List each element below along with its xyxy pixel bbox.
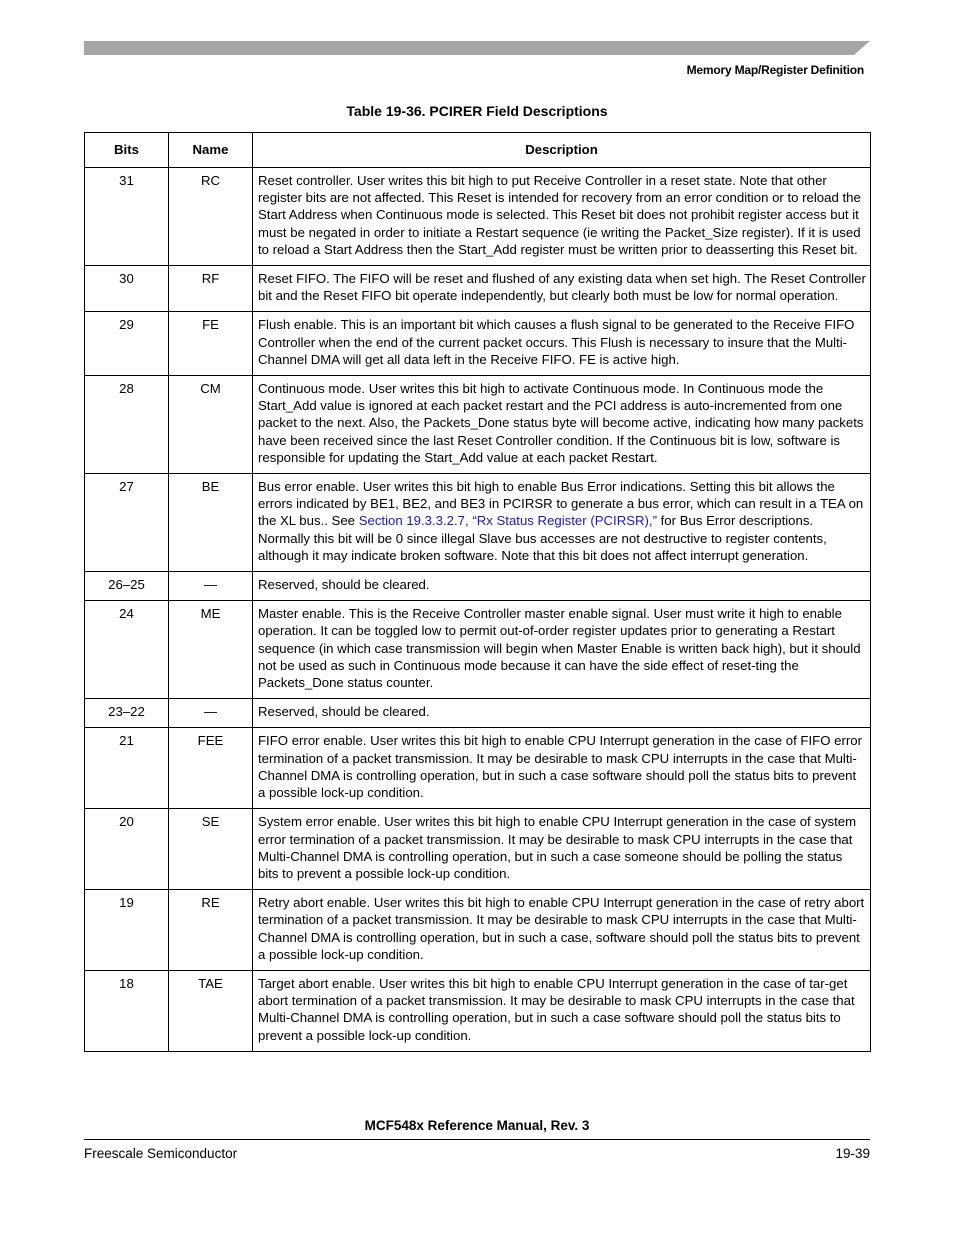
name-cell: — [169,699,253,728]
description-cell: Reserved, should be cleared. [253,572,871,601]
bits-cell: 28 [85,376,169,474]
header-decorative-bar [84,41,870,55]
bits-cell: 23–22 [85,699,169,728]
table-row [85,890,871,971]
description-cell: Reset controller. User writes this bit high to put Receive Controller in a reset state. Note that other register bits are not affected. This Reset is intended for recovery from an error condition or to reload the Start Address when Continuous mode is selected. This Reset bit does not prohibit register access but it must be negated in order to initiate a Restart sequence (ie writing the Packet_Size register). If it is used to reload a Start Address then the Start_Add register must be written prior to deasserting this Reset bit. [253,168,871,266]
name-cell: RC [169,168,253,266]
bits-cell: 27 [85,474,169,572]
name-cell: FE [169,312,253,376]
description-text: Bus error enable. User writes this bit high to enable Bus Error indications. Setting this bit allows the errors indicated by BE1, BE2, and BE3 in PCIRSR to generate a bus error, which can result in a TEA on the XL bus.. See [258,479,864,529]
field-descriptions-table [84,132,871,1052]
table-row [85,970,871,1051]
name-cell: TAE [169,970,253,1051]
description-cell [253,474,871,572]
bits-cell: 26–25 [85,572,169,601]
description-cell: Reset FIFO. The FIFO will be reset and flushed of any existing data when set high. The Reset Controller bit and the Reset FIFO bit operate independently, but clearly both must be low for normal operation. [253,266,871,312]
description-cell: FIFO error enable. User writes this bit high to enable CPU Interrupt generation in the case of FIFO error termination of a packet transmission. It may be desirable to mask CPU interrupts in the case that Multi-Channel DMA is controlling operation, but in such a case software should poll the status bits to prevent a possible lock-up condition. [253,728,871,809]
description-cell: Target abort enable. User writes this bit high to enable CPU Interrupt generation in the case of tar-get abort termination of a packet transmission. It may be desirable to mask CPU interrupts in the case that Multi-Channel DMA is controlling operation, but in such a case software should poll the status bits to prevent a possible lock-up condition. [253,970,871,1051]
bits-cell: 18 [85,970,169,1051]
name-cell: RE [169,890,253,971]
description-text: for Bus Error descriptions. Normally this bit will be 0 since illegal Slave bus accesses are not destructive to register contents, although it may indicate broken software. Note that this bit does not affect interrupt generation. [258,513,827,563]
table-header-row [85,133,871,168]
bits-cell: 21 [85,728,169,809]
table-row [85,572,871,601]
section-header: Memory Map/Register Definition [686,63,864,77]
description-cell: System error enable. User writes this bit high to enable CPU Interrupt generation in the case of system error termination of a packet transmission. It may be desirable to mask CPU interrupts in the case that Multi-Channel DMA is controlling operation, but in such a case someone should be polling the status bits to prevent a possible lock-up condition. [253,809,871,890]
name-cell: FEE [169,728,253,809]
name-cell: CM [169,376,253,474]
table-row [85,376,871,474]
bits-cell: 31 [85,168,169,266]
footer-divider [84,1139,870,1140]
bits-cell: 19 [85,890,169,971]
bits-cell: 30 [85,266,169,312]
table-row [85,809,871,890]
name-cell: RF [169,266,253,312]
section-cross-reference-link[interactable]: Section 19.3.3.2.7, “Rx Status Register (PCIRSR),” [358,513,657,529]
table-row [85,728,871,809]
manual-title: MCF548x Reference Manual, Rev. 3 [364,1118,590,1133]
bits-cell: 20 [85,809,169,890]
table-title: Table 19-36. PCIRER Field Descriptions [346,103,608,119]
table-row [85,699,871,728]
description-cell: Continuous mode. User writes this bit high to activate Continuous mode. In Continuous mode the Start_Add value is ignored at each packet restart and the PCI address is auto-incremented from one packet to the next. Also, the Packets_Done status byte will become active, indicating how many packets have been received since the last Reset Controller condition. If the Continuous bit is low, software is responsible for updating the Start_Add value at each packet Restart. [253,376,871,474]
description-cell: Reserved, should be cleared. [253,699,871,728]
table-row [85,601,871,699]
table-row [85,312,871,376]
column-header-bits: Bits [85,133,169,168]
name-cell: ME [169,601,253,699]
description-cell: Retry abort enable. User writes this bit high to enable CPU Interrupt generation in the case of retry abort termination of a packet transmission. It may be desirable to mask CPU interrupts in the case that Multi-Channel DMA is controlling operation, but in such a case, software should poll the status bits to prevent a possible lock-up condition. [253,890,871,971]
company-name: Freescale Semiconductor [84,1146,238,1161]
name-cell: BE [169,474,253,572]
description-cell: Flush enable. This is an important bit which causes a flush signal to be generated to the Receive FIFO Controller when the end of the current packet occurs. This Flush is necessary to insure that the Multi-Channel DMA will get all data left in the Receive FIFO. FE is active high. [253,312,871,376]
table-row [85,266,871,312]
bits-cell: 29 [85,312,169,376]
table-row [85,168,871,266]
name-cell: — [169,572,253,601]
name-cell: SE [169,809,253,890]
table-row [85,474,871,572]
page-number: 19-39 [835,1146,870,1161]
column-header-name: Name [169,133,253,168]
bits-cell: 24 [85,601,169,699]
column-header-description: Description [253,133,871,168]
description-cell: Master enable. This is the Receive Controller master enable signal. User must write it high to enable operation. It can be toggled low to permit out-of-order register updates prior to generating a Restart sequence (in which case transmission will begin when Master Enable is written back high), but it should not be used as such in Continuous mode because it can have the side effect of reset-ting the Packets_Done status counter. [253,601,871,699]
